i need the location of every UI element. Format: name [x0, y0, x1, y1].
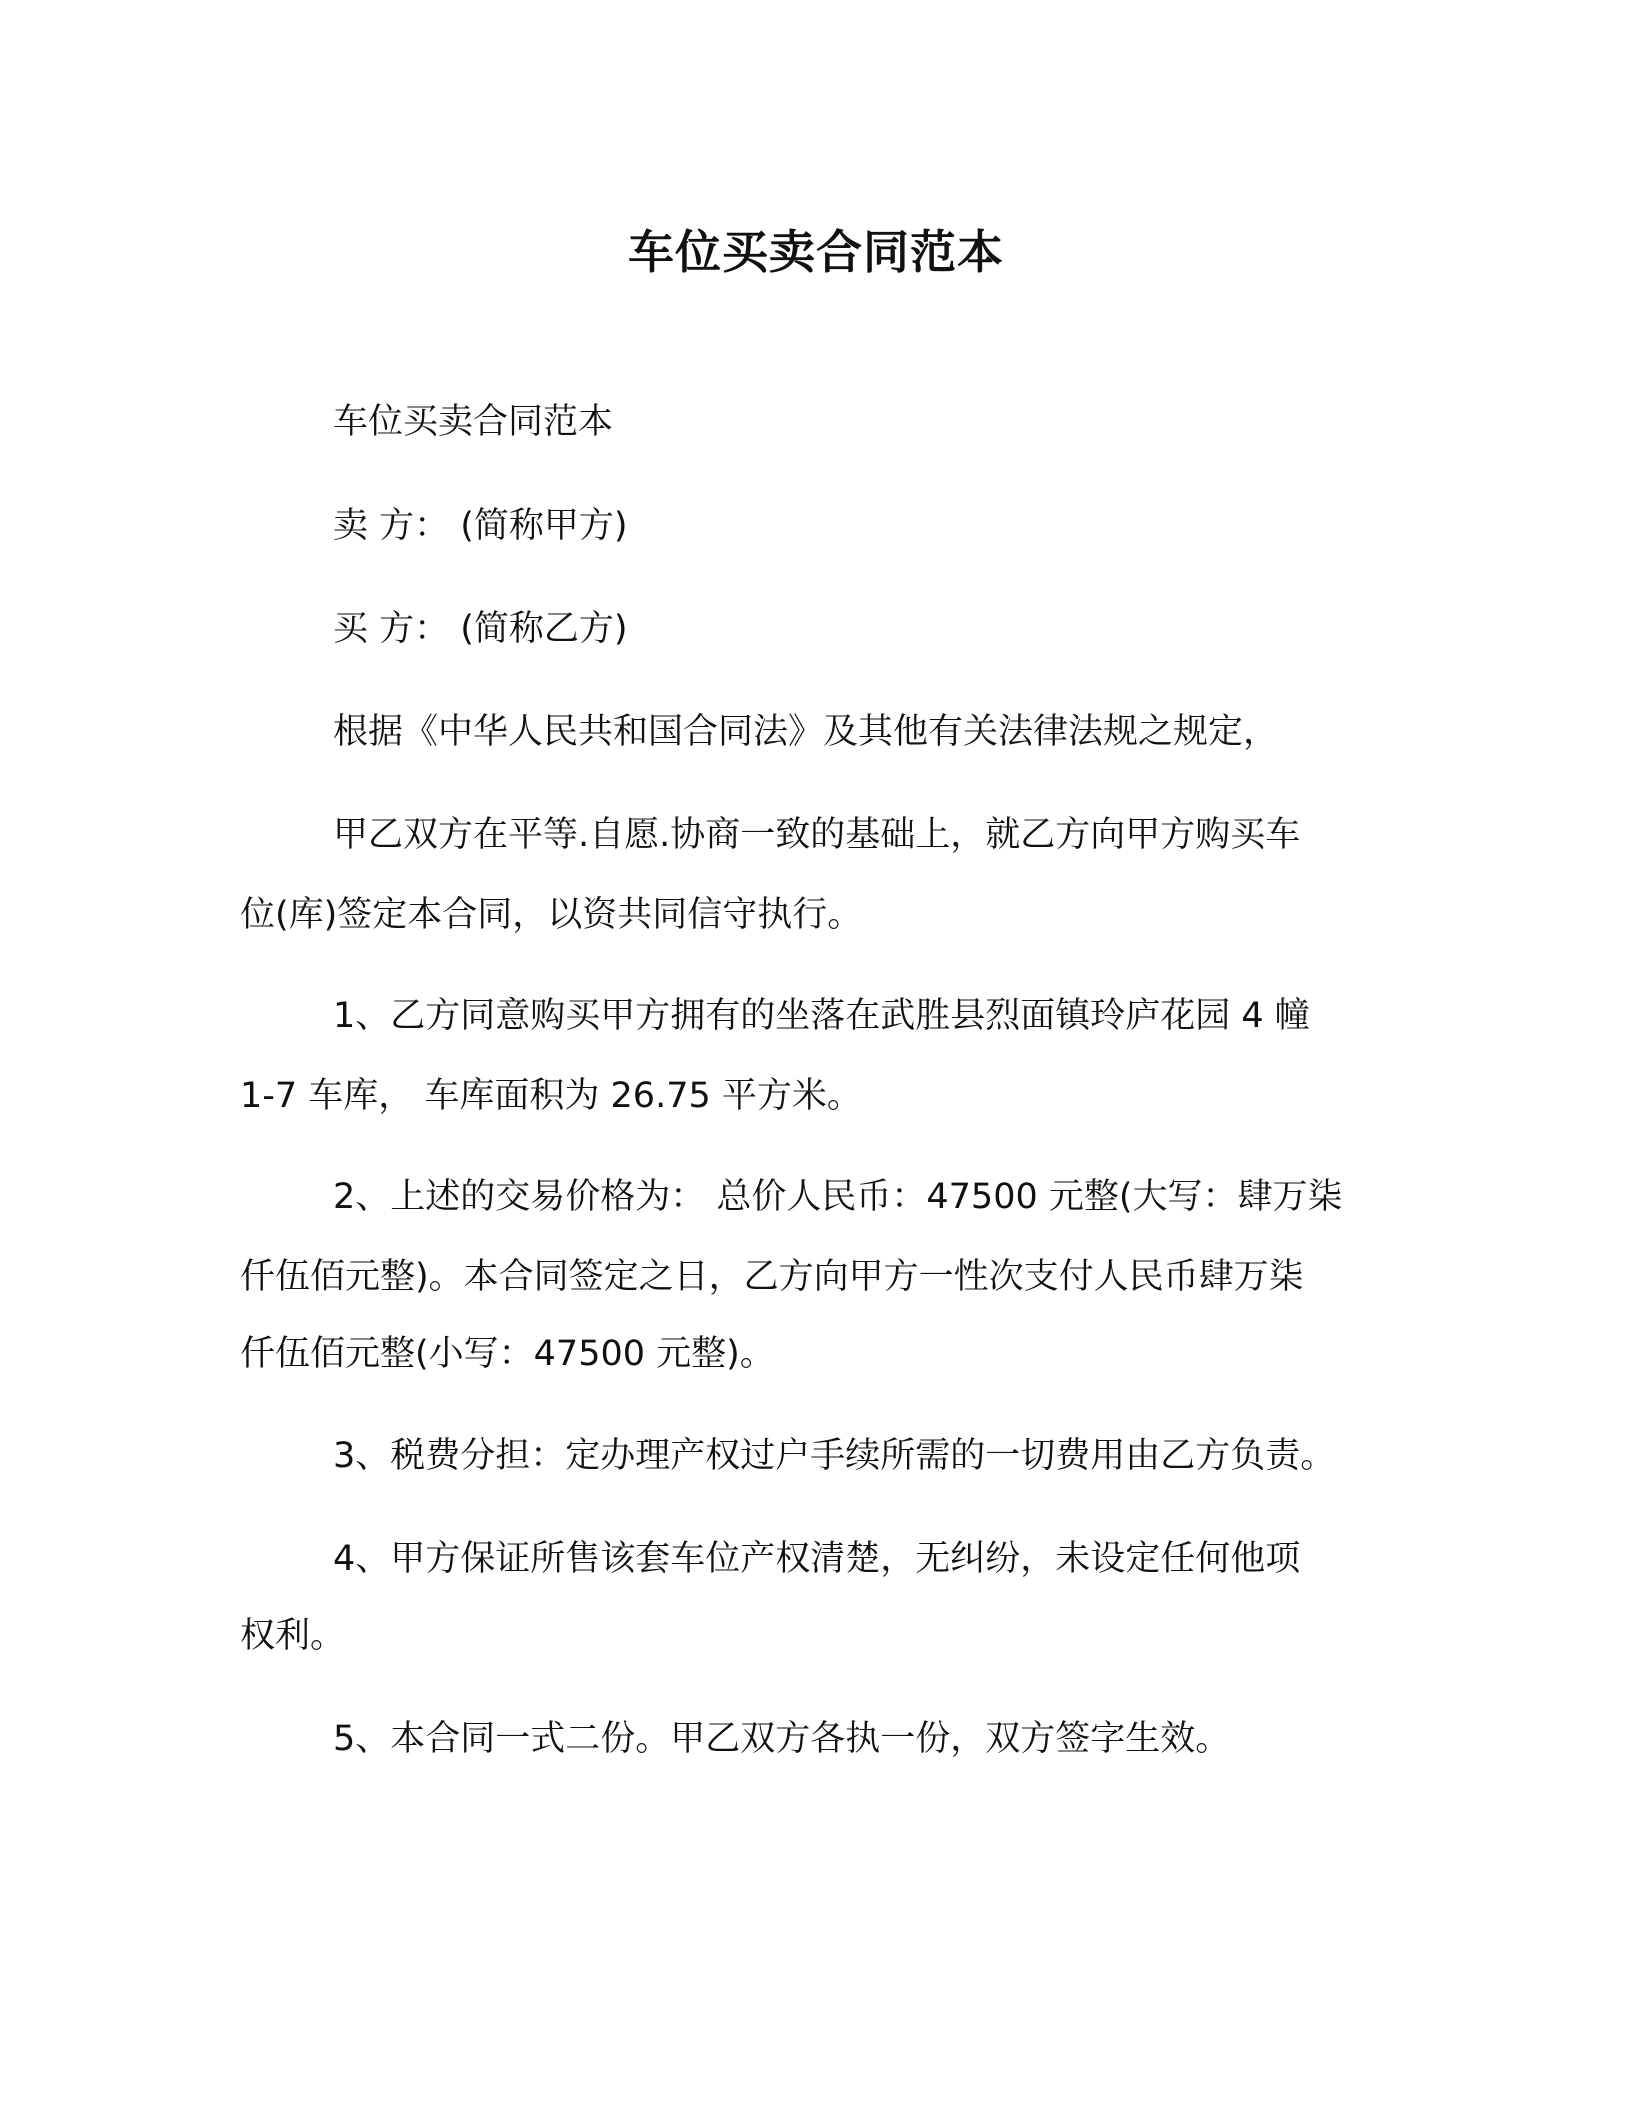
preamble-line: 位(库)签定本合同，以资共同信守执行。	[240, 895, 863, 935]
clause-4-line: 权利。	[240, 1616, 346, 1656]
clause-1-line: 1、乙方同意购买甲方拥有的坐落在武胜县烈面镇玲庐花园 4 幢	[333, 996, 1310, 1036]
document-title: 车位买卖合同范本	[628, 225, 1004, 279]
clause-5-line: 5、本合同一式二份。甲乙双方各执一份，双方签字生效。	[333, 1719, 1231, 1759]
clause-3-line: 3、税费分担：定办理产权过户手续所需的一切费用由乙方负责。	[333, 1436, 1336, 1476]
buyer-line: 买 方： (简称乙方)	[333, 609, 628, 649]
clause-2-line: 仟伍佰元整)。本合同签定之日，乙方向甲方一性次支付人民币肆万柒	[240, 1257, 1304, 1297]
clause-2-line: 仟伍佰元整(小写：47500 元整)。	[240, 1334, 775, 1374]
seller-line: 卖 方： (简称甲方)	[333, 506, 628, 546]
legal-basis-line: 根据《中华人民共和国合同法》及其他有关法律法规之规定，	[333, 712, 1279, 752]
document-subtitle: 车位买卖合同范本	[333, 402, 614, 442]
preamble-line: 甲乙双方在平等.自愿.协商一致的基础上，就乙方向甲方购买车	[333, 815, 1301, 855]
clause-1-line: 1-7 车库， 车库面积为 26.75 平方米。	[240, 1076, 862, 1116]
clause-2-line: 2、上述的交易价格为： 总价人民币：47500 元整(大写：肆万柒	[333, 1177, 1343, 1217]
clause-4-line: 4、甲方保证所售该套车位产权清楚，无纠纷，未设定任何他项	[333, 1539, 1301, 1579]
